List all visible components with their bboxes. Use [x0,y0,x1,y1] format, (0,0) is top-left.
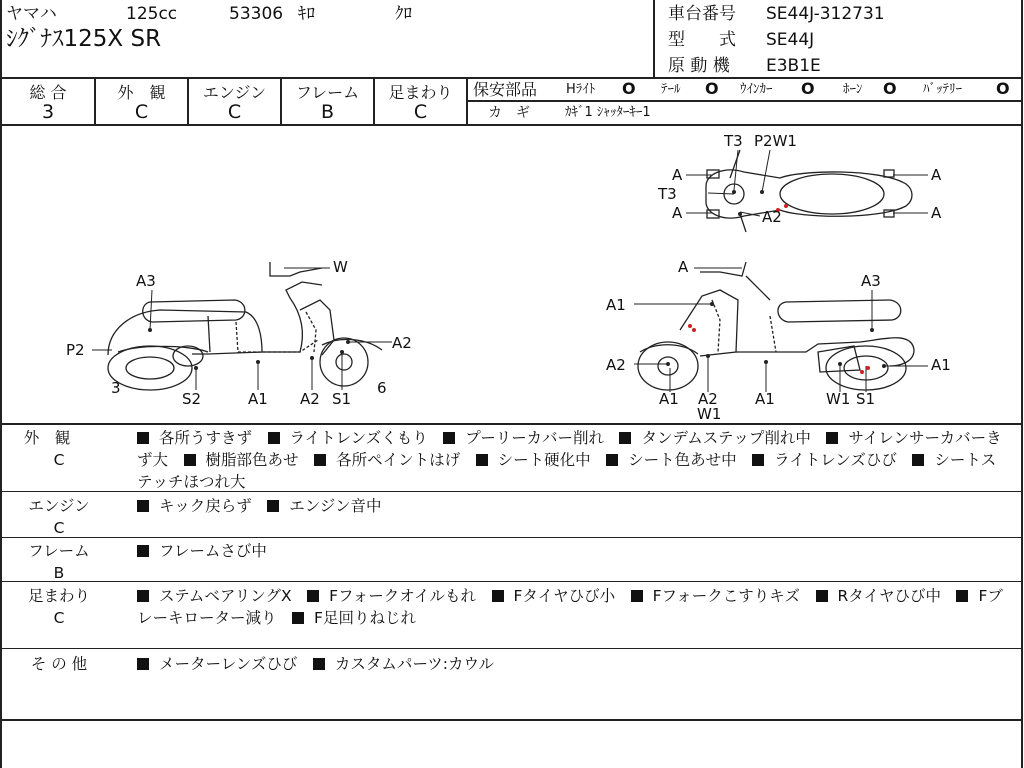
note-text: タンデムステップ削れ中 [641,429,811,447]
note-text: Rタイヤひび中 [837,587,941,605]
section-label-other: そ の 他 [30,655,88,673]
diagram-label: A1 [606,296,626,314]
diagram-label: A [672,166,683,184]
diagram-label: S2 [182,390,202,408]
note-text: Fブレーキローター減り [137,587,1003,627]
key-label: カ ギ [488,105,530,121]
rule [0,77,1023,79]
section-grade-frame: B [53,564,65,582]
grade-overall-label: 総 合 [29,83,67,102]
safety-item-horn: ﾎｰﾝ [843,82,863,97]
leader-lines [92,150,928,392]
section-grade-exterior: C [53,451,65,469]
diagram-label: 3 [111,379,121,397]
note-item [619,429,826,447]
note-text: 各所ペイントはげ [336,451,461,469]
diagram-label: P2 [66,341,85,359]
bullet-square-icon [619,432,631,444]
model-type: SE44J [766,30,815,50]
grade-suspension-value: C [413,101,428,123]
note-text: Fタイヤひび小 [513,587,616,605]
note-item [184,451,315,469]
note-item [752,451,912,469]
bullet-square-icon [912,454,924,466]
bullet-square-icon [137,545,149,557]
section-grade-suspension: C [53,609,65,627]
note-text: シートステッチほつれ大 [137,451,997,491]
section-label-exterior: 外 観 [23,429,71,447]
bullet-square-icon [292,612,304,624]
section-label-suspension: 足まわり [27,587,90,605]
note-item [137,429,268,447]
diagram-label: A1 [755,390,775,408]
note-text: シート色あせ中 [628,451,737,469]
note-item [307,587,491,605]
rule [0,423,1023,425]
note-text: カスタムパーツ:カウル [334,655,494,673]
note-text: サイレンサーカバーきず大 [137,429,1002,469]
note-item [267,497,397,515]
grade-engine-value: C [227,101,242,123]
diagram-label: T3 [658,185,677,203]
mileage-unit: ｷﾛ [298,4,315,24]
diagram-label: T3 [724,132,743,150]
bullet-square-icon [476,454,488,466]
grade-engine-label: エンジン [202,83,267,102]
diagram-label: A [931,204,942,222]
note-text: ライトレンズくもり [289,429,428,447]
note-item [476,451,607,469]
note-item [816,587,957,605]
note-item [492,587,631,605]
model-name: ｼｸﾞﾅｽ125X SR [6,26,162,52]
bullet-square-icon [137,432,149,444]
color: ｸﾛ [395,4,412,24]
bullet-square-icon [956,590,968,602]
rule [0,581,1023,582]
diagram-label: A3 [861,272,881,290]
bullet-square-icon [137,658,149,670]
diagram-label: A1 [248,390,268,408]
grade-exterior-label: 外 観 [117,83,166,102]
note-item [268,429,444,447]
note-item [313,655,510,673]
bullet-square-icon [307,590,319,602]
diagram-label: W [333,258,348,276]
section-notes-frame [137,540,1009,562]
diagram-label: A2 [606,356,626,374]
diagram-label: S1 [856,390,876,408]
note-text: ライトレンズひび [774,451,897,469]
note-text: 各所うすきず [159,429,253,447]
rule [0,537,1023,538]
divider [466,78,468,125]
engine-label: 原 動 機 [668,56,730,76]
note-text: キック戻らず [159,497,252,515]
diagram-label-group [66,132,951,423]
safety-label: 保安部品 [473,80,538,99]
note-text: ステムベアリングX [159,587,292,605]
grade-frame-label: フレーム [295,83,360,102]
diagram-label: A3 [136,272,156,290]
section-grade-engine: C [53,519,65,537]
grade-exterior-value: C [134,101,149,123]
diagram-label: A1 [659,390,679,408]
section-label-frame: フレーム [28,542,90,560]
maker: ヤマハ [6,4,57,24]
section-notes-suspension [137,585,1009,629]
bullet-square-icon [267,500,279,512]
bullet-square-icon [816,590,828,602]
note-item [631,587,816,605]
note-item [137,542,282,560]
damage-diagram [0,125,1022,423]
note-item [292,609,431,627]
bullet-square-icon [492,590,504,602]
note-item [443,429,619,447]
note-item [606,451,752,469]
rule [0,719,1023,721]
note-text: Fフォークこすりキズ [652,587,800,605]
note-text: プーリーカバー削れ [465,429,604,447]
safety-mark: O [883,79,897,98]
note-text: シート硬化中 [497,451,591,469]
bullet-square-icon [184,454,196,466]
safety-mark: O [705,79,719,98]
note-text: 樹脂部色あせ [205,451,299,469]
diagram-label: S1 [332,390,352,408]
bullet-square-icon [137,500,149,512]
bullet-square-icon [137,590,149,602]
diagram-label: A2 [392,334,412,352]
header-divider [653,0,655,78]
bullet-square-icon [314,454,326,466]
bullet-square-icon [606,454,618,466]
diagram-label: A1 [931,356,951,374]
section-notes-exterior [137,427,1009,493]
safety-item-taillight: ﾃｰﾙ [661,82,681,97]
safety-item-battery: ﾊﾞｯﾃﾘｰ [923,82,962,97]
section-notes-engine [137,495,1009,517]
note-text: フレームさび中 [159,542,267,560]
note-item [137,587,307,605]
safety-item-winker: ｳｲﾝｶｰ [740,82,773,97]
grade-overall-value: 3 [41,101,55,123]
diagram-label: A [678,258,689,276]
section-label-engine: エンジン [28,497,90,515]
bullet-square-icon [752,454,764,466]
diagram-label: P2W1 [754,132,797,150]
diagram-label: A [931,166,942,184]
key-value: ｶｷﾞ1 ｼｬｯﾀｰｷｰ1 [565,105,651,120]
diagram-label: W1 [697,405,722,423]
note-text: メーターレンズひび [159,655,298,673]
diagram-label: 6 [377,379,387,397]
rule [467,100,1023,102]
model-type-label: 型 式 [668,30,736,50]
frame-no-label: 車台番号 [668,4,736,24]
frame-no: SE44J-312731 [766,4,885,24]
diagram-label: A2 [698,390,718,408]
mileage: 53306 [229,4,284,24]
displacement: 125cc [126,4,178,24]
safety-item-headlight: Hﾗｲﾄ [566,82,596,97]
section-notes-other [137,653,1009,675]
note-text: Fフォークオイルもれ [329,587,476,605]
note-text: エンジン音中 [289,497,382,515]
bullet-square-icon [631,590,643,602]
rule [0,648,1023,649]
bullet-square-icon [443,432,455,444]
safety-mark: O [996,79,1010,98]
bullet-square-icon [268,432,280,444]
note-text: F足回りねじれ [314,609,416,627]
note-item [137,497,267,515]
engine: E3B1E [766,56,821,76]
grade-frame-value: B [320,101,335,123]
bullet-square-icon [313,658,325,670]
safety-mark: O [622,79,636,98]
diagram-label: A [672,204,683,222]
note-item [137,655,313,673]
safety-mark: O [801,79,815,98]
note-item [314,451,476,469]
diagram-label: W1 [826,390,851,408]
diagram-label: A2 [300,390,320,408]
diagram-label: A2 [762,208,782,226]
grade-suspension-label: 足まわり [388,83,453,102]
bullet-square-icon [826,432,838,444]
